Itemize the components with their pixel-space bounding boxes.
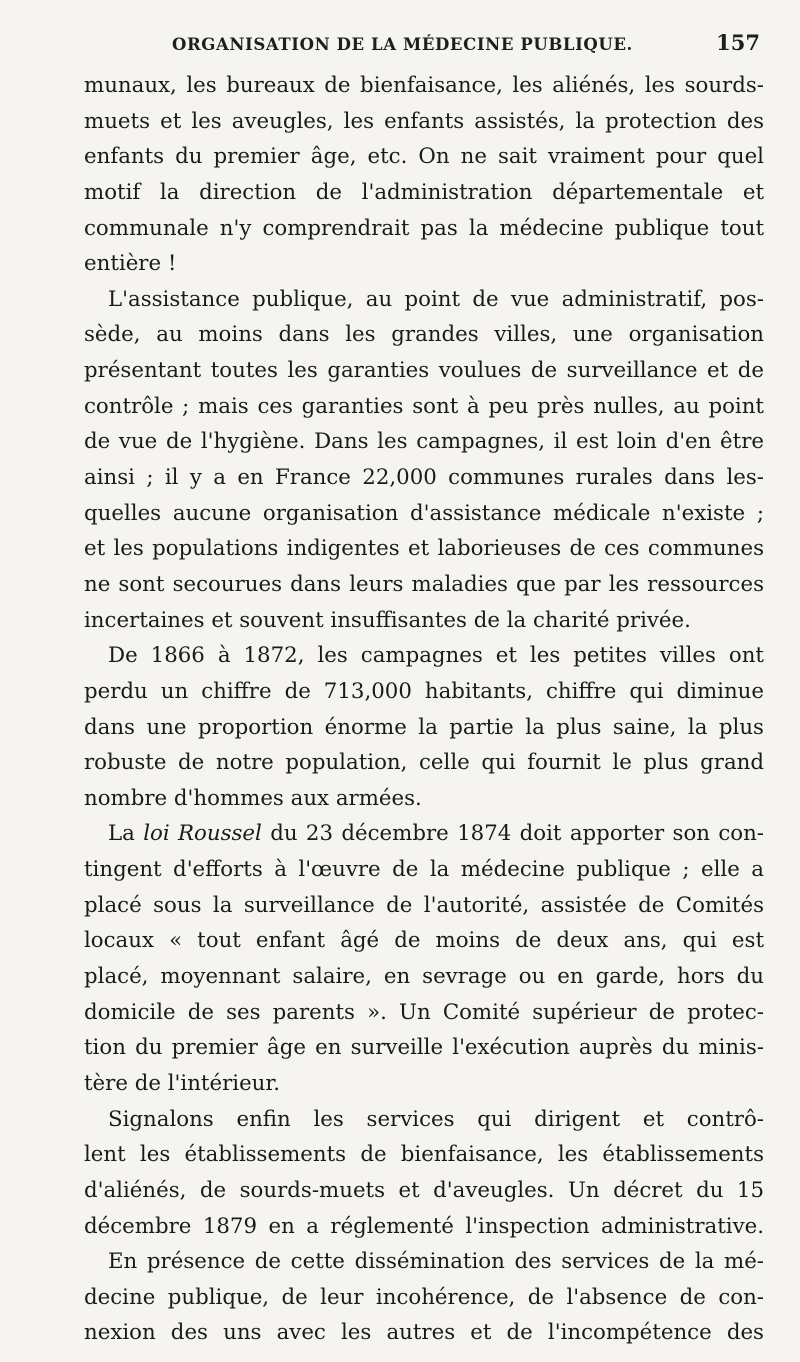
- text-line-loi-roussel: [84, 816, 764, 852]
- body-text: [84, 68, 764, 1351]
- text-line: muets et les aveugles, les enfants assistés, la protection des: [84, 108, 764, 134]
- paragraph-3: [84, 638, 764, 816]
- text-line: contrôle ; mais ces garanties sont à peu près nulles, au point: [84, 393, 764, 419]
- text-line: decine publique, de leur incohérence, de l'absence de con-: [84, 1284, 764, 1310]
- page-header: [84, 30, 760, 60]
- line-segment: La: [108, 821, 144, 847]
- text-line: tingent d'efforts à l'œuvre de la médecine publique ; elle a: [84, 857, 764, 883]
- text-line: motif la direction de l'administration départementale et: [84, 179, 764, 205]
- text-line: tère de l'intérieur.: [84, 1070, 280, 1096]
- text-line: De 1866 à 1872, les campagnes et les petites villes ont: [108, 643, 764, 669]
- text-line: tion du premier âge en surveille l'exécution auprès du minis-: [84, 1035, 764, 1061]
- text-line: placé sous la surveillance de l'autorité, assistée de Comités: [84, 892, 764, 918]
- paragraph-2: [84, 282, 764, 638]
- text-line: sède, au moins dans les grandes villes, une organisation: [84, 322, 764, 348]
- text-line: de vue de l'hygiène. Dans les campagnes, il est loin d'en être: [84, 429, 764, 455]
- text-line: enfants du premier âge, etc. On ne sait vraiment pour quel: [84, 144, 764, 170]
- text-line: En présence de cette dissémination des services de la mé-: [108, 1249, 764, 1275]
- text-line: et les populations indigentes et laborieuses de ces communes: [84, 536, 764, 562]
- text-line: d'aliénés, de sourds-muets et d'aveugles. Un décret du 15: [84, 1177, 764, 1203]
- text-line: ainsi ; il y a en France 22,000 communes rurales dans les-: [84, 465, 764, 491]
- text-line: robuste de notre population, celle qui fournit le plus grand: [84, 750, 764, 776]
- text-line: domicile de ses parents ». Un Comité supérieur de protec-: [84, 999, 764, 1025]
- text-line: Signalons enfin les services qui dirigent et contrô-: [108, 1106, 764, 1132]
- text-line: quelles aucune organisation d'assistance médicale n'existe ;: [84, 500, 764, 526]
- text-line: entière !: [84, 251, 177, 277]
- text-line: locaux « tout enfant âgé de moins de deux ans, qui est: [84, 928, 764, 954]
- text-line: nexion des uns avec les autres et de l'incompétence des: [84, 1320, 764, 1346]
- paragraph-1: [84, 68, 764, 282]
- text-line: présentant toutes les garanties voulues de surveillance et de: [84, 358, 764, 384]
- text-line: ne sont secourues dans leurs maladies que par les ressources: [84, 571, 764, 597]
- running-title: ORGANISATION DE LA MÉDECINE PUBLIQUE.: [172, 35, 633, 54]
- text-line: nombre d'hommes aux armées.: [84, 785, 422, 811]
- text-line: dans une proportion énorme la partie la plus saine, la plus: [84, 714, 764, 740]
- text-line: munaux, les bureaux de bienfaisance, les aliénés, les sourds-: [84, 73, 764, 98]
- text-line: incertaines et souvent insuffisantes de la charité privée.: [84, 607, 691, 633]
- text-line: perdu un chiffre de 713,000 habitants, chiffre qui diminue: [84, 678, 764, 704]
- paragraph-5: [84, 1102, 764, 1245]
- italic-law-name: loi Roussel: [143, 821, 262, 847]
- line-segment: du 23 décembre 1874 doit apporter son con-: [261, 821, 764, 847]
- text-line: lent les établissements de bienfaisance, les établissements: [84, 1142, 764, 1168]
- text-line: placé, moyennant salaire, en sevrage ou en garde, hors du: [84, 964, 764, 990]
- paragraph-4: [84, 816, 764, 1101]
- text-line: communale n'y comprendrait pas la médecine publique tout: [84, 215, 764, 241]
- page-number: 157: [716, 30, 760, 55]
- text-line: décembre 1879 en a réglementé l'inspection administrative.: [84, 1213, 764, 1239]
- paragraph-6: [84, 1244, 764, 1351]
- text-line: L'assistance publique, au point de vue administratif, pos-: [108, 286, 764, 312]
